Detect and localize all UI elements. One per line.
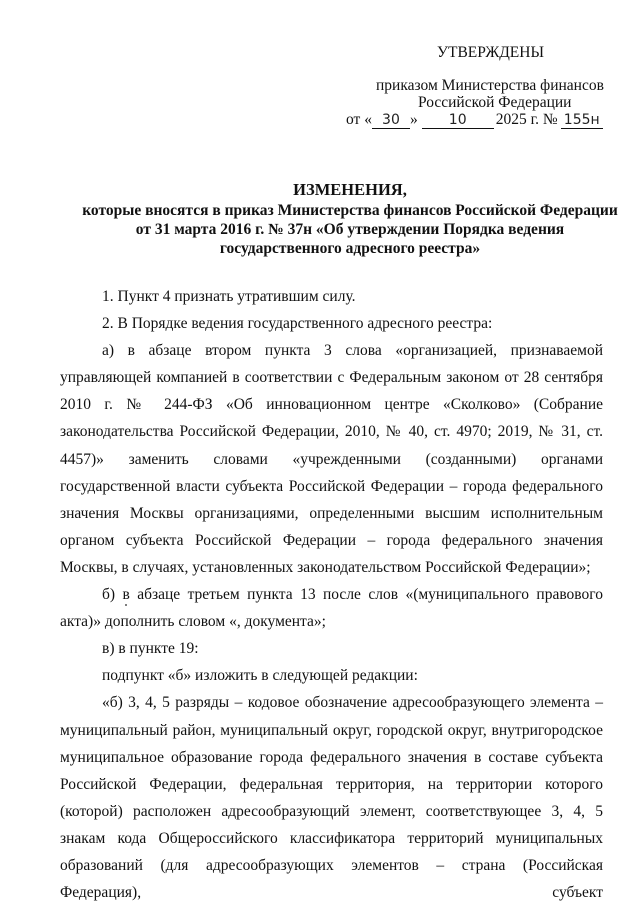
document-body [60,283,603,906]
approval-line-2: Российской Федерации [418,94,572,111]
title-line-3: от 31 марта 2016 г. № 37н «Об утверждении Порядка ведения [135,221,565,238]
paragraph-a: а) в абзаце втором пункта 3 слова «организацией, признаваемой управляющей компанией в соответствии с Федеральным законом от 28 сентября 2010 г. № 244-ФЗ «Об инновационном центре «Сколково» (Собрание законодательства Российской Федерации, 2010, № 40, ст. 4970; 2019, № 31, ст. 4457)» заменить словами «учрежденными (созданными) органами государственной власти субъекта Российской Федерации – города федерального значения Москвы организациями, определенными высшим исполнительным органом субъекта Российской Федерации – города федерального значения Москвы, в случаях, установленных законодательством Российской Федерации»; [60,342,603,576]
approval-date-line [346,111,603,129]
order-number: 155н [561,113,603,129]
paragraph-1: 1. Пункт 4 признать утратившим силу. [102,288,356,305]
title-line-2: которые вносятся в приказ Министерства финансов Российской Федерации [82,202,618,219]
date-month: 10 [422,113,494,129]
date-year: 2025 г. № [495,111,558,128]
date-mid: » [409,111,418,128]
date-prefix: от « [346,111,372,128]
approval-heading: УТВЕРЖДЕНЫ [437,44,544,61]
scan-speck [125,604,127,606]
paragraph-v: в) в пункте 19: [102,640,199,658]
title-heading: ИЗМЕНЕНИЯ, [293,180,407,199]
date-day: 30 [372,113,410,129]
paragraph-quote: «б) 3, 4, 5 разряды – кодовое обозначение адресообразующего элемента – муниципальный район, муниципальный округ, городской округ, внутригородское муниципальное образование города федерального значения в составе субъекта Российской Федерации, федеральная территория, на территории которого (которой) расположен адресообразующий элемент, соответствующее 3, 4, 5 знакам кода Общероссийского классификатора территорий муниципальных образований (для адресообразующих элементов – страна (Российская Федерация), субъект [60,694,603,902]
paragraph-2: 2. В Порядке ведения государственного адресного реестра: [102,315,493,333]
paragraph-b: б) в абзаце третьем пункта 13 после слов «(муниципального правового акта)» дополнить словом «, документа»; [60,586,603,631]
title-line-4: государственного адресного реестра» [219,240,481,257]
paragraph-subitem: подпункт «б» изложить в следующей редакции: [102,667,418,685]
document-title [60,180,640,258]
approval-line-1: приказом Министерства финансов [376,77,604,94]
